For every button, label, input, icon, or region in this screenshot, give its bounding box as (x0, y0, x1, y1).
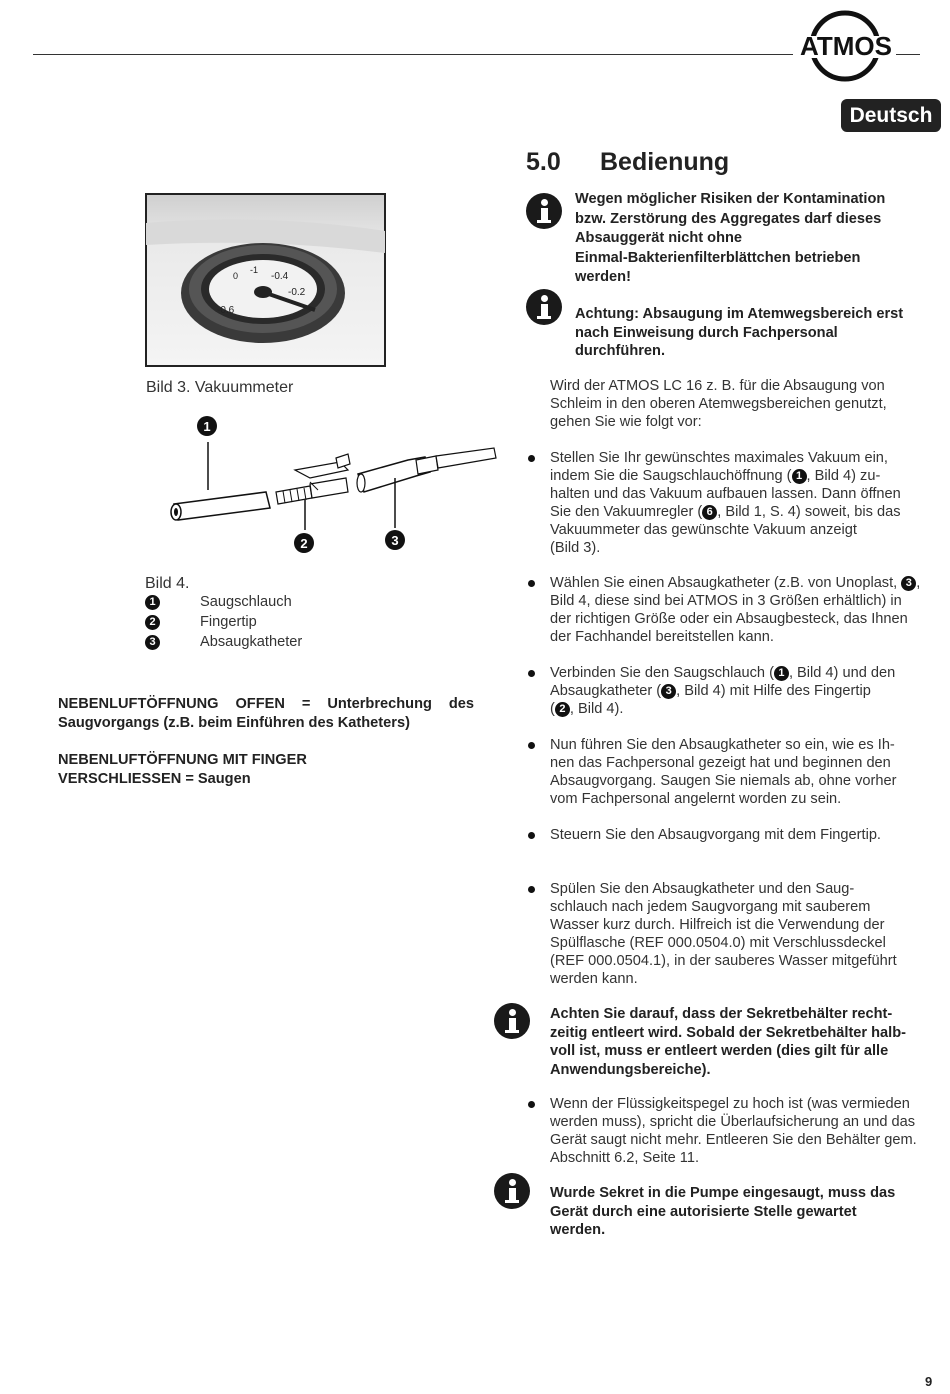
text-line: Wählen Sie einen Absaugkatheter (z.B. von Unoplast, (550, 575, 902, 591)
legend-label: Fingertip (200, 614, 257, 630)
text-line: , (916, 575, 921, 591)
language-tab: Deutsch (841, 99, 941, 132)
text-line: Sie den Vakuumregler ( (550, 504, 703, 520)
text-line: , Bild 1, S. 4) soweit, bis das (717, 504, 901, 520)
bullet (528, 670, 535, 677)
legend-number: 1 (145, 595, 160, 610)
text-line: Einmal-Bakterienfilterblättchen betrieben (575, 249, 861, 266)
text-line: Absaugkatheter ( (550, 683, 662, 699)
vacuum-gauge-photo (145, 193, 386, 367)
note-line: VERSCHLIESSEN = Saugen (58, 771, 251, 787)
legend-label: Saugschlauch (200, 594, 292, 610)
text-line: schlauch nach jedem Saugvorgang mit sauberem (550, 899, 871, 915)
text-line: zeitig entleert wird. Sobald der Sekretbehälter halb- (550, 1024, 907, 1041)
text-line: Spülflasche (REF 000.0504.0) mit Verschlussdeckel (550, 935, 886, 951)
suction-assembly-diagram (160, 412, 505, 557)
note-open (58, 695, 474, 733)
text-line: Spülen Sie den Absaugkatheter und den Saug- (550, 881, 855, 897)
text-line: ( (550, 701, 555, 717)
legend-label: Absaugkatheter (200, 634, 303, 650)
text-line: Wurde Sekret in die Pumpe eingesaugt, muss das (550, 1185, 896, 1201)
note-line: Saugvorgangs (z.B. beim Einführen des Katheters) (58, 715, 410, 731)
text-line: Wird der ATMOS LC 16 z. B. für die Absaugung von (550, 378, 885, 394)
text-line: Wegen möglicher Risiken der Kontamination (575, 191, 886, 207)
text-line: Nun führen Sie den Absaugkatheter so ein, wie es Ih- (550, 737, 895, 753)
callout-3: 3 (391, 533, 399, 548)
legend-number: 3 (145, 635, 160, 650)
page-number: 9 (925, 1374, 933, 1389)
text-line: Gerät saugt nicht mehr. Entleeren Sie den Behälter gem. (550, 1132, 917, 1148)
header-rule (33, 54, 793, 55)
section-title (526, 148, 729, 177)
atmos-logo (792, 6, 902, 90)
text-line: (Bild 3). (550, 540, 601, 556)
intro-paragraph (550, 377, 887, 431)
text-line: nen das Fachpersonal gezeigt hat und beginnen den (550, 755, 891, 771)
ref-number: 1 (774, 666, 789, 681)
text-line: Abschnitt 6.2, Seite 11. (550, 1150, 700, 1166)
text-line: , Bild 4) und den (788, 665, 896, 681)
text-line: Wenn der Flüssigkeitspegel zu hoch ist (was vermieden (550, 1096, 910, 1112)
note-line: NEBENLUFTÖFFNUNG OFFEN = Unterbrechung des (58, 696, 474, 712)
info-icon (494, 1173, 530, 1209)
text-line: bzw. Zerstörung des Aggregates darf dieses (575, 210, 882, 227)
ref-number: 3 (901, 576, 916, 591)
ref-number: 6 (702, 505, 717, 520)
legend-list (145, 594, 303, 654)
section-heading: Bedienung (600, 148, 730, 176)
legend-item (145, 594, 292, 614)
gauge-mark: -0.4 (271, 271, 289, 282)
step-rinse (550, 880, 897, 988)
bullet (528, 455, 535, 462)
text-line: der richtigen Größe oder ein Absaugbesteck, das Ihnen (550, 611, 908, 627)
gauge-mark: -0.2 (288, 287, 306, 298)
text-line: werden. (550, 1222, 606, 1238)
callout-2: 2 (300, 536, 308, 551)
ref-number: 3 (661, 684, 676, 699)
step-insert (550, 736, 896, 808)
text-line: nach Einweisung durch Fachpersonal (575, 324, 838, 341)
text-line: indem Sie die Saugschlauchöffnung ( (550, 468, 792, 484)
text-line: durchführen. (575, 343, 665, 359)
step-choose-catheter (550, 574, 920, 646)
warning-empty-container (550, 1005, 906, 1079)
text-line: , Bild 4). (569, 701, 624, 717)
text-line: Achten Sie darauf, dass der Sekretbehälter recht- (550, 1006, 893, 1022)
info-icon (494, 1003, 530, 1039)
logo-text: ATMOS (800, 31, 892, 61)
text-line: Vakuummeter das gewünschte Vakuum anzeigt (550, 522, 857, 538)
warning-airway (575, 305, 903, 361)
text-line: werden muss), spricht die Überlaufsicherung an und das (550, 1114, 916, 1130)
bullet (528, 1101, 535, 1108)
text-line: werden! (575, 269, 631, 285)
step-set-vacuum (550, 449, 901, 557)
callout-1: 1 (203, 419, 211, 434)
legend-item (145, 634, 303, 654)
text-line: Anwendungsbereiche). (550, 1061, 711, 1078)
note-closed (58, 751, 307, 789)
text-line: Verbinden Sie den Saugschlauch ( (550, 665, 774, 681)
text-line: halten und das Vakuum aufbauen lassen. Dann öffnen (550, 486, 901, 502)
note-line: NEBENLUFTÖFFNUNG MIT FINGER (58, 752, 307, 768)
step-connect (550, 664, 895, 718)
warning-contamination (575, 190, 885, 288)
text-line: voll ist, muss er entleert werden (dies gilt für alle (550, 1043, 889, 1059)
bullet (528, 832, 535, 839)
gauge-mark: -1 (250, 265, 259, 275)
bullet (528, 580, 535, 587)
bullet (528, 742, 535, 749)
step-control: Steuern Sie den Absaugvorgang mit dem Fingertip. (550, 827, 881, 843)
text-line: Stellen Sie Ihr gewünschtes maximales Vakuum ein, (550, 450, 888, 466)
text-line: Wasser kurz durch. Hilfreich ist die Verwendung der (550, 917, 885, 933)
fig3-caption: Bild 3. Vakuummeter (146, 379, 294, 396)
text-line: Absaugvorgang. Saugen Sie niemals ab, ohne vorher (550, 773, 897, 789)
text-line: Absauggerät nicht ohne (575, 230, 743, 246)
ref-number: 1 (792, 469, 807, 484)
text-line: gehen Sie wie folgt vor: (550, 414, 702, 430)
text-line: Achtung: Absaugung im Atemwegsbereich erst (575, 306, 904, 322)
section-number: 5.0 (526, 148, 561, 176)
text-line: , Bild 4) zu- (806, 468, 881, 484)
gauge-mark: 0 (233, 271, 239, 281)
legend-number: 2 (145, 615, 160, 630)
text-line: werden kann. (550, 971, 638, 987)
bullet (528, 886, 535, 893)
gauge-mark: -0.6 (217, 305, 235, 316)
text-line: (REF 000.0504.1), in der sauberes Wasser mitgeführt (550, 953, 897, 969)
text-line: Gerät durch eine autorisierte Stelle gewartet (550, 1203, 857, 1220)
text-line: Schleim in den oberen Atemwegsbereichen genutzt, (550, 396, 887, 412)
text-line: der Fachhandel bereitstellen kann. (550, 629, 774, 645)
fig4-caption: Bild 4. (145, 575, 190, 592)
ref-number: 2 (555, 702, 570, 717)
info-icon (526, 289, 562, 325)
text-line: Bild 4, diese sind bei ATMOS in 3 Größen erhältlich) in (550, 593, 902, 609)
step-overflow (550, 1095, 917, 1167)
text-line: vom Fachpersonal angelernt worden zu sein. (550, 791, 842, 807)
text-line: , Bild 4) mit Hilfe des Fingertip (676, 683, 871, 699)
legend-item (145, 614, 257, 634)
warning-pump-service (550, 1184, 895, 1240)
info-icon (526, 193, 562, 229)
